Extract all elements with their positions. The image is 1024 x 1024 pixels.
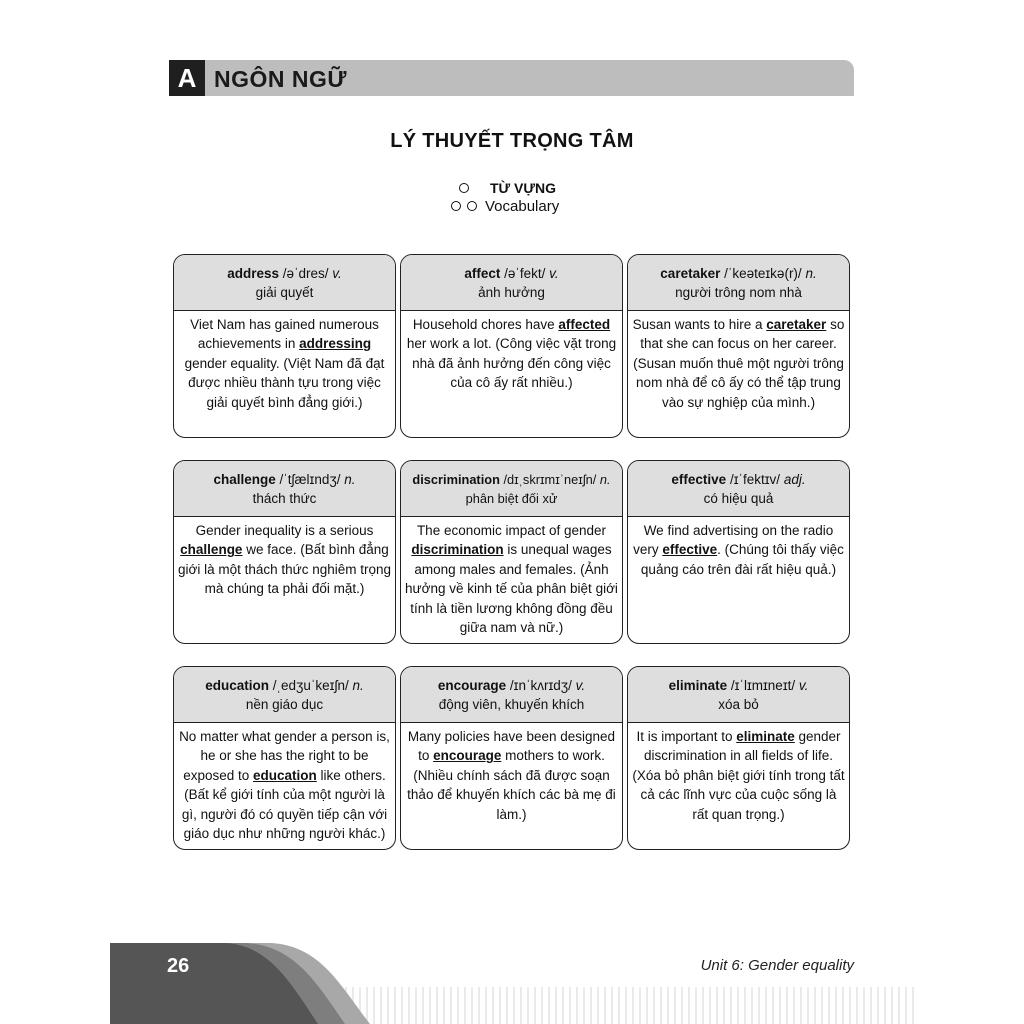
card-word: eliminate	[668, 677, 728, 693]
example-text: gender discrimination in all fields of life. (Xóa bỏ phân biệt giới tính trong tất cả các lĩnh vực của cuộc sống là rất quan trọng.)	[632, 729, 845, 822]
example-text: is unequal wages among males and females. (Ảnh hưởng về kinh tế của phân biệt giới tính là tiền lương không đồng đều giữa nam và nữ.)	[405, 542, 618, 636]
card-pos: v.	[575, 677, 586, 693]
vocab-card	[173, 460, 396, 644]
card-header	[401, 667, 622, 723]
card-example	[174, 723, 395, 847]
card-header	[628, 667, 849, 723]
card-pos: n.	[805, 265, 817, 281]
card-pronunciation: /ɪˈfektɪv/	[726, 471, 784, 487]
card-pronunciation: /əˈdres/	[279, 265, 333, 281]
example-text: like others. (Bất kể giới tính của một người là gì, người đó có quyền tiếp cận với giáo dục như những người khác.)	[181, 767, 388, 842]
example-text: so that she can focus on her career. (Susan muốn thuê một người trông nom nhà để cô ấy có thể tập trung vào sự nghiệp của mình.)	[633, 317, 845, 410]
card-pos: v.	[332, 265, 342, 281]
footer-decoration	[0, 935, 1024, 1024]
example-text: Many policies have been designed to	[407, 729, 616, 764]
card-pos: adj.	[783, 471, 806, 487]
example-text: Gender inequality is a serious	[195, 523, 374, 538]
example-keyword: effective	[662, 542, 718, 558]
card-meaning: người trông nom nhà	[675, 284, 802, 300]
card-word: caretaker	[660, 265, 721, 281]
card-meaning: nền giáo dục	[245, 696, 324, 712]
example-text: Household chores have	[412, 317, 559, 332]
bullet-circle-icon	[467, 201, 477, 211]
example-keyword: affected	[558, 317, 611, 332]
card-example	[401, 311, 622, 397]
bullet-circle-icon	[451, 201, 461, 211]
card-meaning: thách thức	[252, 490, 317, 506]
example-keyword: challenge	[180, 542, 243, 558]
example-keyword: eliminate	[736, 729, 795, 744]
section-title: NGÔN NGỮ	[214, 66, 347, 92]
card-header	[628, 255, 849, 311]
card-meaning: giải quyết	[255, 284, 314, 300]
card-word: affect	[464, 265, 501, 281]
card-example	[174, 517, 395, 603]
example-keyword: caretaker	[766, 317, 827, 332]
card-example	[174, 311, 395, 416]
example-text: gender equality. (Việt Nam đã đạt được nhiều thành tựu trong việc giải quyết bình đẳng giới.)	[184, 355, 385, 410]
card-pronunciation: /ˈkeəteɪkə(r)/	[720, 265, 806, 281]
card-pos: n.	[599, 471, 611, 487]
section-header	[169, 60, 854, 96]
card-meaning: ảnh hưởng	[478, 284, 545, 300]
example-keyword: addressing	[299, 336, 372, 352]
card-header	[628, 461, 849, 517]
example-text: mothers to work. (Nhiều chính sách đã được soạn thảo để khuyến khích các bà mẹ đi làm.)	[407, 748, 616, 822]
card-pronunciation: /ˌedʒuˈkeɪʃn/	[269, 677, 353, 693]
card-pos: v.	[798, 677, 809, 693]
card-pos: n.	[344, 471, 356, 487]
example-text: It is important to	[636, 729, 737, 744]
example-text: Susan wants to hire a	[632, 317, 767, 332]
card-word: address	[227, 265, 279, 281]
vocab-card	[400, 666, 623, 850]
card-example	[401, 723, 622, 828]
example-text: her work a lot. (Công việc vặt trong nhà đã ảnh hưởng đến công việc của cô ấy rất nhiều.)	[406, 336, 617, 391]
example-text: The economic impact of gender	[416, 523, 607, 538]
vocab-card	[173, 666, 396, 850]
card-example	[401, 517, 622, 641]
example-text: We find advertising on the radio very	[633, 523, 834, 558]
bullet-circle-icon	[459, 183, 469, 193]
subsection-label: TỪ VỰNG	[490, 180, 557, 196]
card-meaning: phân biệt đối xử	[465, 490, 558, 506]
vocab-card	[173, 254, 396, 438]
card-pronunciation: /əˈfekt/	[500, 265, 550, 281]
card-word: discrimination	[412, 471, 500, 487]
section-letter: A	[169, 60, 205, 96]
card-example	[628, 723, 849, 828]
card-word: education	[205, 677, 270, 693]
example-text: No matter what gender a person is, he or she has the right to be exposed to	[179, 729, 390, 783]
page-title: LÝ THUYẾT TRỌNG TÂM	[390, 130, 634, 152]
card-header	[174, 255, 395, 311]
example-text: we face. (Bất bình đẳng giới là một thách thức nghiêm trọng mà chúng ta phải đối mặt.)	[178, 542, 391, 597]
card-header	[401, 461, 622, 517]
example-keyword: education	[253, 767, 317, 783]
vocab-card	[400, 254, 623, 438]
card-pronunciation: /ɪˈlɪmɪneɪt/	[727, 677, 799, 693]
card-pos: v.	[549, 265, 559, 281]
example-text: Viet Nam has gained numerous achievements in	[190, 317, 379, 352]
subsection-heading	[449, 178, 589, 220]
card-pronunciation: /ɪnˈkʌrɪdʒ/	[506, 677, 576, 693]
subsection-sublabel: Vocabulary	[485, 198, 560, 215]
card-word: challenge	[213, 471, 276, 487]
card-header	[401, 255, 622, 311]
example-keyword: discrimination	[411, 542, 504, 558]
card-word: encourage	[437, 677, 507, 693]
card-header	[174, 667, 395, 723]
card-word: effective	[671, 471, 727, 487]
vocab-card	[627, 460, 850, 644]
card-meaning: xóa bỏ	[718, 696, 759, 712]
card-meaning: có hiệu quả	[703, 490, 774, 506]
card-pronunciation: /ˈtʃælɪndʒ/	[275, 471, 345, 487]
card-example	[628, 517, 849, 583]
unit-title: Unit 6: Gender equality	[700, 957, 854, 974]
card-meaning: động viên, khuyến khích	[438, 696, 585, 712]
page-number: 26	[167, 955, 190, 977]
card-pos: n.	[352, 677, 364, 693]
card-example	[628, 311, 849, 416]
example-keyword: encourage	[433, 748, 502, 764]
vocab-card	[400, 460, 623, 644]
vocab-card	[627, 254, 850, 438]
card-pronunciation: /dɪˌskrɪmɪˈneɪʃn/	[499, 471, 600, 487]
example-text: . (Chúng tôi thấy việc quảng cáo trên đài rất hiệu quả.)	[640, 542, 844, 577]
card-header	[174, 461, 395, 517]
vocab-card	[627, 666, 850, 850]
